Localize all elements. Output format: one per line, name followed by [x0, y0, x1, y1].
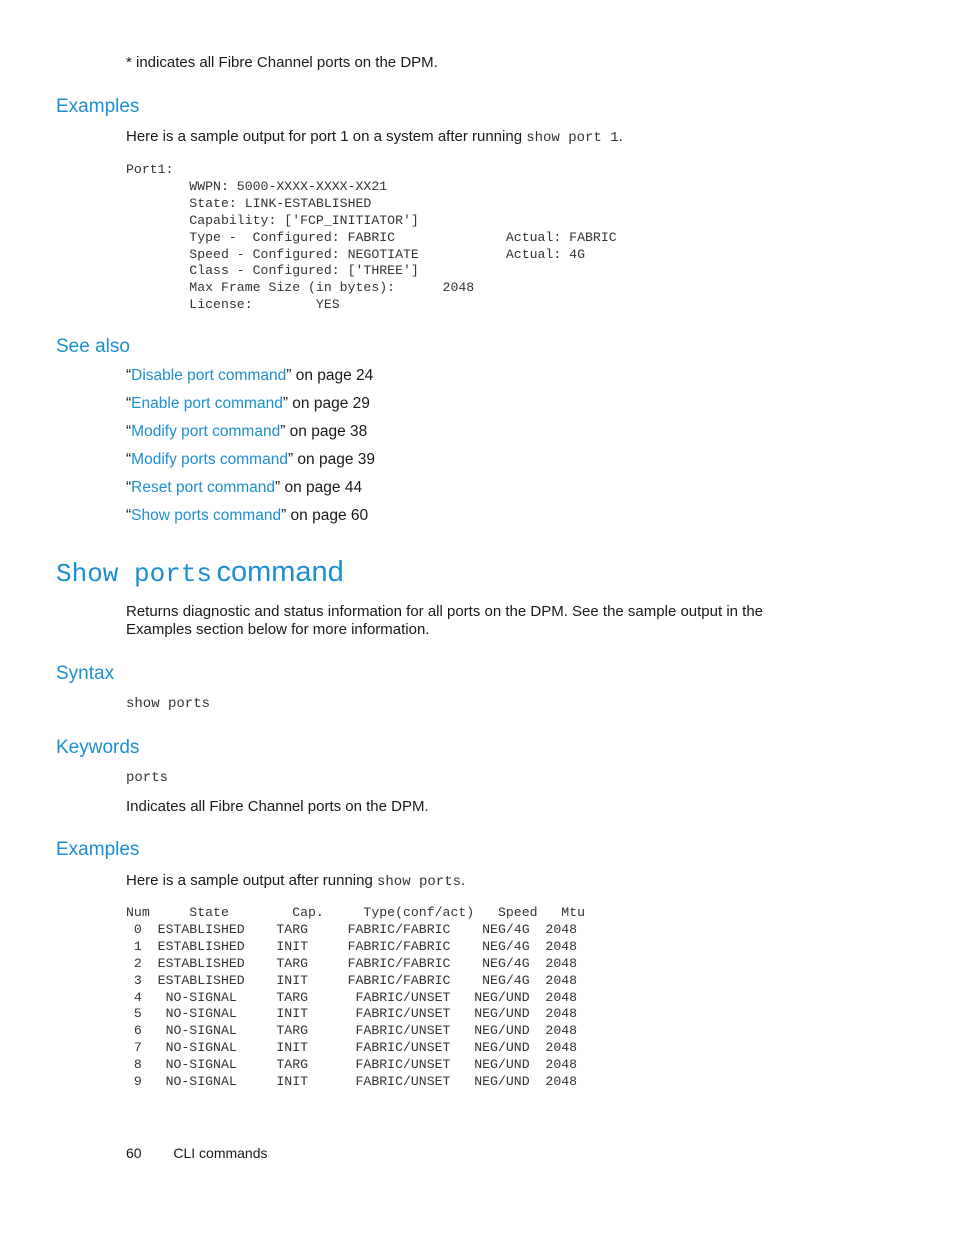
ports-output-block: Num State Cap. Type(conf/act) Speed Mtu 0 ESTABLISHED TARG FABRIC/FABRIC NEG/4G 2048 1 ESTABLISHED INIT FABRIC/FABRIC NEG/4G 2048 2 ESTABLISHED TARG FABRIC/FABRIC NEG/4G 2048 3 ESTABLISHED INIT FABRIC/FABRIC NEG/4G 2048 4 NO-SIGNAL TARG FABRIC/UNSET NEG/UND 2048 5 NO-SIGNAL INIT FABRIC/UNSET NEG/UND 2048 6 NO-SIGNAL TARG FABRIC/UNSET NEG/UND 2048 7 NO-SIGNAL INIT FABRIC/UNSET NEG/UND 2048 8 NO-SIGNAL TARG FABRIC/UNSET NEG/UND 2048 9 NO-SIGNAL INIT FABRIC/UNSET NEG/UND 2048 — [126, 905, 585, 1090]
page-title — [56, 556, 344, 589]
keyword-code: ports — [126, 770, 169, 786]
page-footer — [126, 1145, 268, 1161]
examples-inline-code: show ports — [376, 874, 461, 890]
intro-note: * indicates all Fibre Channel ports on the DPM. — [126, 54, 438, 71]
keyword-description: Indicates all Fibre Channel ports on the DPM. — [126, 798, 429, 815]
examples-heading-2: Examples — [56, 839, 140, 860]
description-line-2: Examples section below for more information. — [126, 621, 430, 638]
see-also-link-disable-port[interactable]: Disable port command — [131, 367, 287, 384]
examples-intro-2 — [126, 872, 465, 891]
see-also-item: “Enable port command” on page 29 — [126, 395, 370, 412]
examples-intro-end: . — [618, 128, 623, 145]
see-also-page-ref: ” on page 38 — [280, 423, 368, 440]
keywords-heading: Keywords — [56, 737, 140, 758]
port-output-block: Port1: WWPN: 5000-XXXX-XXXX-XX21 State: LINK-ESTABLISHED Capability: ['FCP_INITIATOR'] Type - Configured: FABRIC Actual: FABRIC Speed - Configured: NEGOTIATE Actual: 4G Class - Configured: ['THREE'] Max Frame Size (in bytes): 2048 License: YES — [126, 162, 617, 313]
examples-intro-end: . — [461, 872, 466, 889]
title-command-name: Show ports — [56, 559, 213, 589]
see-also-heading: See also — [56, 336, 130, 357]
see-also-item: “Modify port command” on page 38 — [126, 423, 368, 440]
footer-section-name: CLI commands — [173, 1145, 268, 1161]
see-also-link-reset-port[interactable]: Reset port command — [131, 479, 276, 496]
see-also-item: “Show ports command” on page 60 — [126, 507, 369, 524]
see-also-item: “Reset port command” on page 44 — [126, 479, 363, 496]
examples-intro-1 — [126, 128, 623, 147]
examples-intro-text: Here is a sample output for port 1 on a system after running — [126, 128, 527, 145]
description-line-1: Returns diagnostic and status information for all ports on the DPM. See the sample output in the — [126, 603, 764, 620]
examples-heading-1: Examples — [56, 96, 140, 117]
examples-inline-code: show port 1 — [526, 130, 619, 146]
see-also-link-show-ports[interactable]: Show ports command — [131, 507, 282, 524]
see-also-link-modify-ports[interactable]: Modify ports command — [131, 451, 288, 468]
see-also-page-ref: ” on page 44 — [275, 479, 363, 496]
title-command-word: command — [216, 556, 344, 588]
syntax-code: show ports — [126, 696, 211, 712]
see-also-page-ref: ” on page 60 — [281, 507, 369, 524]
see-also-link-enable-port[interactable]: Enable port command — [131, 395, 283, 412]
see-also-item: “Modify ports command” on page 39 — [126, 451, 375, 468]
see-also-link-modify-port[interactable]: Modify port command — [131, 423, 281, 440]
page-number: 60 — [126, 1145, 142, 1161]
see-also-page-ref: ” on page 29 — [282, 395, 370, 412]
see-also-page-ref: ” on page 24 — [286, 367, 374, 384]
see-also-item: “Disable port command” on page 24 — [126, 367, 374, 384]
syntax-heading: Syntax — [56, 663, 115, 684]
see-also-page-ref: ” on page 39 — [287, 451, 375, 468]
examples-intro-text: Here is a sample output after running — [126, 872, 377, 889]
